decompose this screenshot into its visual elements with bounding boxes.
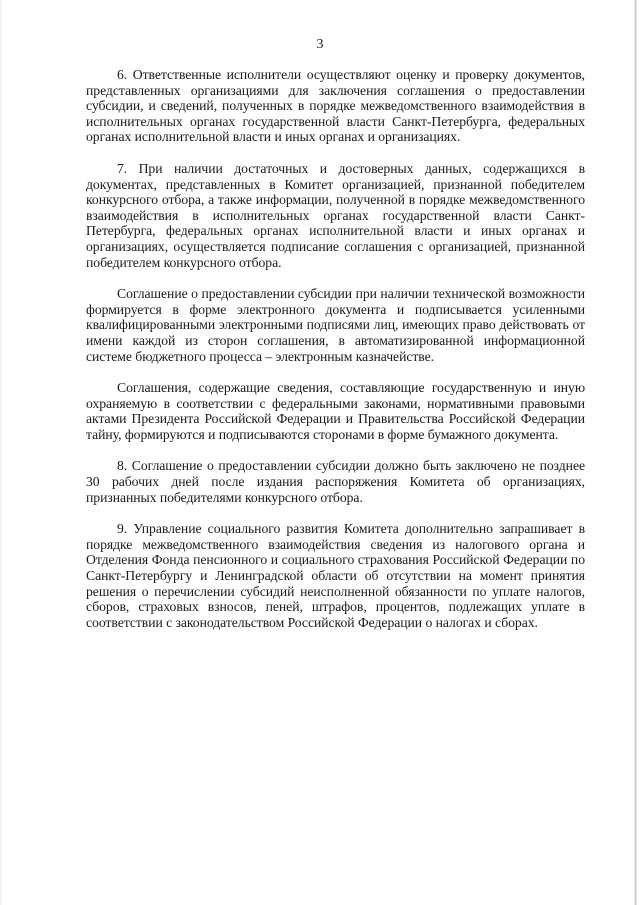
page-number: 3 xyxy=(316,37,324,52)
paragraph-7: 7. При наличии достаточных и достоверных данных, содержащихся в документах, представленных в Комитет организацией, признанной победителем конкурсного отбора, а также информации, полученной в порядке межведомственного взаимодействия в исполнительных органах государственной власти Санкт-Петербурга, федеральных органах исполнительной власти и иных органах и организациях, осуществляется подписание соглашения с организацией, признанной победителем конкурсного отбора. xyxy=(86,160,585,270)
document-body xyxy=(86,67,585,630)
paragraph-6: 6. Ответственные исполнители осуществляют оценку и проверку документов, представленных организациями для заключения соглашения о предоставлении субсидии, и сведений, полученных в порядке межведомственного взаимодействия в исполнительных органах государственной власти Санкт-Петербурга, федеральных органах исполнительной власти и иных органах и организациях. xyxy=(86,67,585,145)
scan-edge-right xyxy=(634,0,637,905)
paragraph-electronic-agreement: Соглашение о предоставлении субсидии при наличии технической возможности формируется в форме электронного документа и подписывается усиленными квалифицированными электронными подписями лиц, имеющих право действовать от имени каждой из сторон соглашения, в автоматизированной информационной системе бюджетного процесса – электронным казначействе. xyxy=(86,286,585,364)
paragraph-9: 9. Управление социального развития Комитета дополнительно запрашивает в порядке межведомственного взаимодействия сведения из налогового органа и Отделения Фонда пенсионного и социального страхования Российской Федерации по Санкт-Петербургу и Ленинградской области об отсутствии на момент принятия решения о перечислении субсидий неисполненной обязанности по уплате налогов, сборов, страховых взносов, пеней, штрафов, процентов, подлежащих уплате в соответствии с законодательством Российской Федерации о налогах и сборах. xyxy=(86,521,585,630)
paragraph-8: 8. Соглашение о предоставлении субсидии должно быть заключено не позднее 30 рабочих дней после издания распоряжения Комитета об организациях, признанных победителями конкурсного отбора. xyxy=(86,458,585,505)
paragraph-secret-agreements: Соглашения, содержащие сведения, составляющие государственную и иную охраняемую в соответствии с федеральными законами, нормативными правовыми актами Президента Российской Федерации и Правительства Российской Федерации тайну, формируются и подписываются сторонами в форме бумажного документа. xyxy=(86,380,585,442)
scan-edge-left xyxy=(0,0,2,905)
